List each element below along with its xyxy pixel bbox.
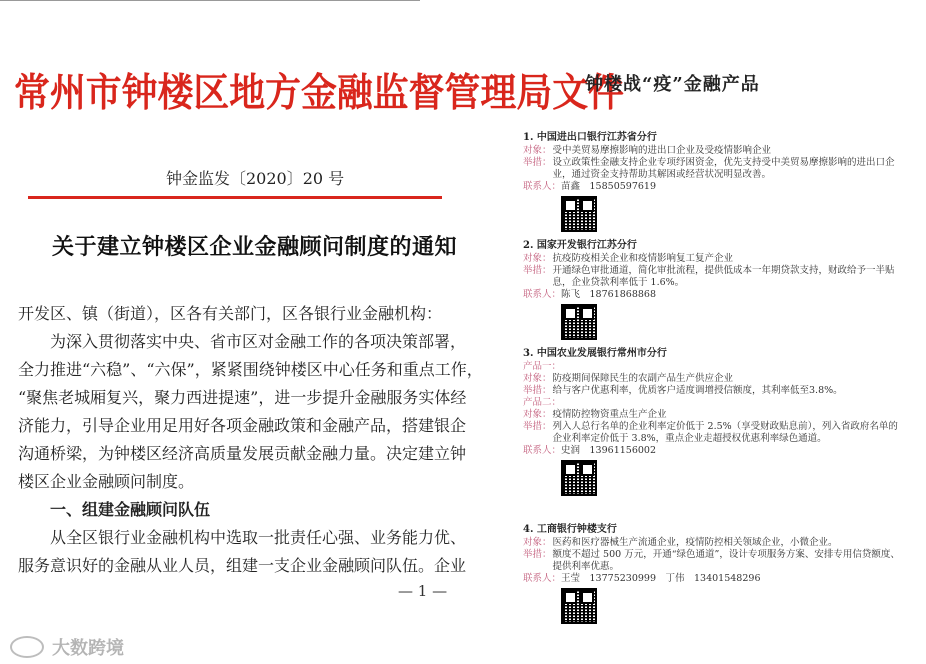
contact-key: 联系人：: [523, 181, 562, 192]
red-divider: [28, 196, 442, 199]
document-body: [18, 300, 483, 580]
contact-value: 陈飞 18761868868: [561, 289, 657, 300]
qr-code-icon: [561, 304, 597, 340]
row-value: 疫情防控物资重点生产企业: [552, 409, 667, 420]
financial-products-page: [505, 0, 926, 664]
products-title: 钟楼战“疫”金融产品: [585, 74, 760, 95]
bank-name: 2. 国家开发银行江苏分行: [523, 240, 637, 251]
qr-code-icon: [561, 460, 597, 496]
bank-row: [523, 409, 903, 421]
body-line: 服务意识好的金融从业人员，组建一支企业金融顾问队伍。企业: [18, 556, 467, 575]
watermark-text: 大数跨境: [52, 638, 124, 659]
body-line: 从全区银行业金融机构中选取一批责任心强、业务能力优、: [18, 528, 467, 547]
row-key: 对象：: [523, 409, 552, 420]
contact-key: 联系人：: [523, 289, 562, 300]
row-key: 举措：: [523, 157, 552, 168]
contact-value: 王莹 13775230999 丁伟 13401548296: [561, 573, 761, 584]
document-header: 常州市钟楼区地方金融监督管理局文件: [14, 70, 624, 116]
bank-row: [523, 145, 903, 157]
row-value: 受中美贸易摩擦影响的进出口企业及受疫情影响企业: [552, 145, 772, 156]
bank-entry: [523, 524, 903, 624]
page-number: — 1 —: [398, 582, 448, 600]
row-value: 开通绿色审批通道，简化审批流程，提供低成本一年期贷款支持，财政给予一半贴息，企业贷款利率低于 1.6%。: [552, 265, 895, 288]
body-line: 楼区企业金融顾问制度。: [18, 472, 195, 491]
row-value: 列入人总行名单的企业利率定价低于 2.5%（享受财政贴息前），列入省政府名单的企业利率定价低于 3.8%，重点企业走超授权优惠利率绿色通道。: [552, 421, 898, 444]
bank-row: [523, 157, 903, 181]
row-key: 对象：: [523, 537, 552, 548]
body-line: 开发区、镇（街道），区各有关部门，区各银行业金融机构：: [18, 304, 443, 323]
row-value: 防疫期间保障民生的农副产品生产供应企业: [552, 373, 734, 384]
body-line: 济能力，引导企业用足用好各项金融政策和金融产品，搭建银企: [18, 416, 467, 435]
qr-code-icon: [561, 588, 597, 624]
body-line: 为深入贯彻落实中央、省市区对金融工作的各项决策部署，: [18, 332, 467, 351]
bank-row: [523, 253, 903, 265]
bank-entry: [523, 240, 903, 340]
contact-key: 联系人：: [523, 445, 562, 456]
document-number: 钟金监发〔2020〕20 号: [166, 169, 345, 188]
body-line: 沟通桥梁，为钟楼区经济高质量发展贡献金融力量。决定建立钟: [18, 444, 467, 463]
bank-contact: [523, 181, 903, 193]
bank-row: [523, 537, 903, 549]
row-key: 对象：: [523, 253, 552, 264]
row-key: 举措：: [523, 385, 552, 396]
bank-contact: [523, 445, 903, 457]
bank-row: [523, 549, 903, 573]
row-value: 医药和医疗器械生产流通企业，疫情防控相关领域企业，小微企业。: [552, 537, 838, 548]
contact-value: 苗鑫 15850597619: [561, 181, 657, 192]
row-value: 设立政策性金融支持企业专项纾困资金，优先支持受中美贸易摩擦影响的进出口企业，通过资金支持帮助其解困或经营状况明显改善。: [552, 157, 895, 180]
bank-name: 3. 中国农业发展银行常州市分行: [523, 348, 667, 359]
product-label: 产品一：: [523, 361, 562, 372]
bank-row: [523, 265, 903, 289]
bank-row: [523, 421, 903, 445]
row-key: 对象：: [523, 145, 552, 156]
watermark: [10, 634, 124, 660]
bank-contact: [523, 289, 903, 301]
row-value: 给与客户优惠利率，优质客户适度调增授信额度，其利率低至3.8%。: [552, 385, 843, 396]
bank-name: 4. 工商银行钟楼支行: [523, 524, 617, 535]
bank-name: 1. 中国进出口银行江苏省分行: [523, 132, 657, 143]
row-value: 抗疫防疫相关企业和疫情影响复工复产企业: [552, 253, 734, 264]
bank-row: [523, 385, 903, 397]
row-key: 对象：: [523, 373, 552, 384]
watermark-logo-icon: [10, 636, 44, 658]
section-heading: 一、组建金融顾问队伍: [18, 500, 211, 519]
document-title: 关于建立钟楼区企业金融顾问制度的通知: [52, 234, 458, 260]
bank-entry: [523, 348, 903, 496]
contact-value: 史润 13961156002: [561, 445, 657, 456]
qr-code-icon: [561, 196, 597, 232]
row-key: 举措：: [523, 421, 552, 432]
bank-contact: [523, 573, 903, 585]
contact-key: 联系人：: [523, 573, 562, 584]
bank-row: [523, 373, 903, 385]
row-key: 举措：: [523, 265, 552, 276]
product-label: 产品二：: [523, 397, 562, 408]
bank-entry: [523, 132, 903, 232]
row-key: 举措：: [523, 549, 552, 560]
body-line: “聚焦老城厢复兴，聚力西进提速”，进一步提升金融服务实体经: [18, 388, 467, 407]
row-value: 额度不超过 500 万元，开通“绿色通道”，设计专项服务方案、安排专用信贷额度、提供利率优惠。: [552, 549, 900, 572]
body-line: 全力推进“六稳”、“六保”，紧紧围绕钟楼区中心任务和重点工作，: [18, 360, 483, 379]
